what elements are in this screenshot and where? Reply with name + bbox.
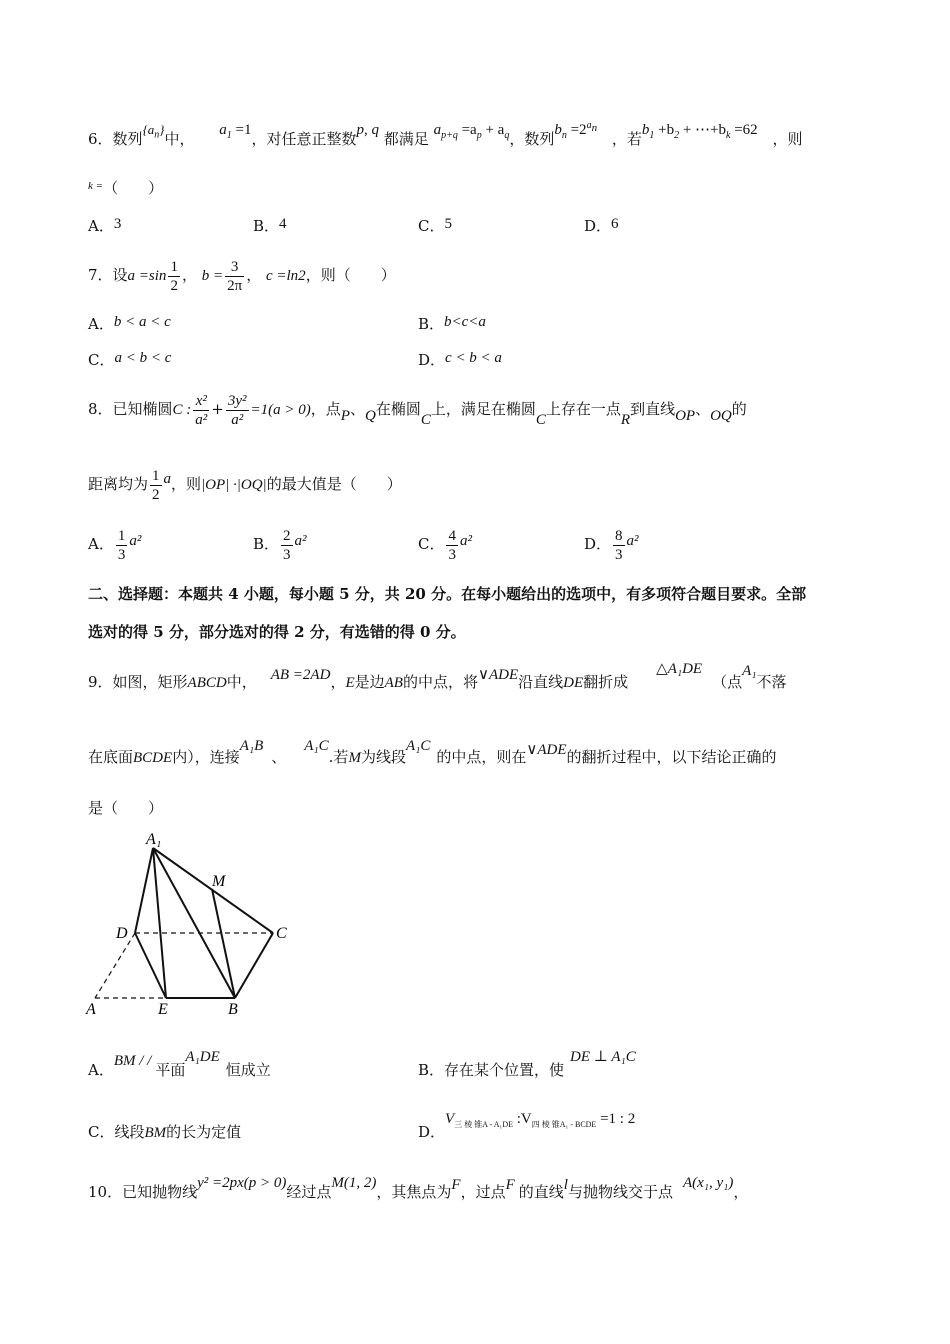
- label-A1: A₁: [146, 831, 162, 848]
- q7-option-d[interactable]: D．c < b < a: [418, 350, 502, 369]
- q6-line2: $^{k =}$（ ）: [88, 179, 164, 197]
- edge-A1-B: [153, 848, 235, 998]
- q9-stem-line1: 9．如图，矩形ABCD中， AB =2AD，E是边AB的中点，将∨ADE沿直线DE翻折成△A₁DE（点A₁不落: [88, 661, 787, 691]
- q7-option-b[interactable]: B．b<c<a: [418, 314, 486, 333]
- edge-A1-D: [135, 848, 153, 933]
- q9-geometry-figure: [80, 826, 320, 1026]
- q9-option-c[interactable]: C．线段BM的长为定值: [88, 1123, 242, 1141]
- label-A: A: [86, 1001, 96, 1018]
- label-C: C: [276, 925, 287, 942]
- q6-option-d[interactable]: D．6: [584, 216, 619, 235]
- q8-stem-line2: 距离均为 $\frac{1}{2}$ a，则|OP| ·|OQ|的最大值是（ ）: [88, 467, 402, 503]
- q9-option-a[interactable]: A．BM / / 平面A₁DE恒成立: [88, 1049, 271, 1079]
- q8-option-b[interactable]: B． $\frac{2}{3}$ a²: [253, 527, 307, 563]
- section2-header-line2: 选对的得 5 分，部分选对的得 2 分，有选错的得 0 分。: [88, 623, 466, 641]
- edge-M-B: [212, 889, 235, 998]
- q8-option-c[interactable]: C． $\frac{4}{3}$ a²: [418, 527, 472, 563]
- edge-B-C: [235, 933, 273, 998]
- q6-option-c[interactable]: C．5: [418, 216, 452, 235]
- q8-option-a[interactable]: A． $\frac{1}{3}$ a²: [88, 527, 142, 563]
- q6-option-b[interactable]: B．4: [253, 216, 287, 235]
- q9-option-b[interactable]: B．存在某个位置，使DE ⊥ A₁C: [418, 1049, 636, 1079]
- q9-option-d[interactable]: D．$V_{三 棱 锥A - A_1DE}$ $:V_{四 棱 锥A_1 - BCDE} =1$ : 2: [418, 1111, 636, 1141]
- label-B: B: [228, 1001, 238, 1018]
- q9-stem-line3: 是（ ）: [88, 799, 164, 817]
- q9-stem-line2: 在底面BCDE内），连接A₁B、A₁C.若M为线段A₁C的中点，则在∨ADE的翻折过程中，以下结论正确的: [88, 738, 777, 766]
- q7-option-a[interactable]: A．b < a < c: [88, 314, 171, 333]
- q6-line1: 6．数列$\{a_n\}$中， $a_1 =1$，对任意正整数p, q 都满足 $a_{p+q} =a_p + a_q$，数列$b_n =2^{a_n}$ ，若$b_1 +b_2$ + $\cdots+b_k =62$ ，则: [88, 120, 803, 148]
- q8-option-d[interactable]: D． $\frac{8}{3}$ a²: [584, 527, 639, 563]
- label-M: M: [212, 873, 226, 890]
- q8-stem-line1: 8．已知椭圆C : $\frac{\text{x²}}{\text{a²}}$ + $\frac{\text{3y²}}{\text{a²}}$ =1(a > 0)，点P、Q在椭圆C上，满足在椭圆C上存在一点R到直线OP、OQ的: [88, 392, 747, 428]
- section2-header-line1: 二、选择题：本题共 4 小题，每小题 5 分，共 20 分。在每小题给出的选项中，有多项符合题目要求。全部: [88, 585, 807, 603]
- q7-option-c[interactable]: C．a < b < c: [88, 350, 172, 369]
- label-D: D: [116, 925, 128, 942]
- q10-stem: 10．已知抛物线y² =2px(p > 0)经过点M(1, 2)，其焦点为F，过点F 的直线l与抛物线交于点 A(x₁, y₁)，: [88, 1175, 749, 1201]
- edge-D-A: [95, 933, 135, 998]
- label-E: E: [158, 1001, 168, 1018]
- q7-stem: 7．设a =sin $\frac{1}{2}$ ， b = $\frac{3}{2\pi}$ ， c =ln2，则（ ）: [88, 258, 396, 294]
- q6-option-a[interactable]: A．3: [88, 216, 122, 235]
